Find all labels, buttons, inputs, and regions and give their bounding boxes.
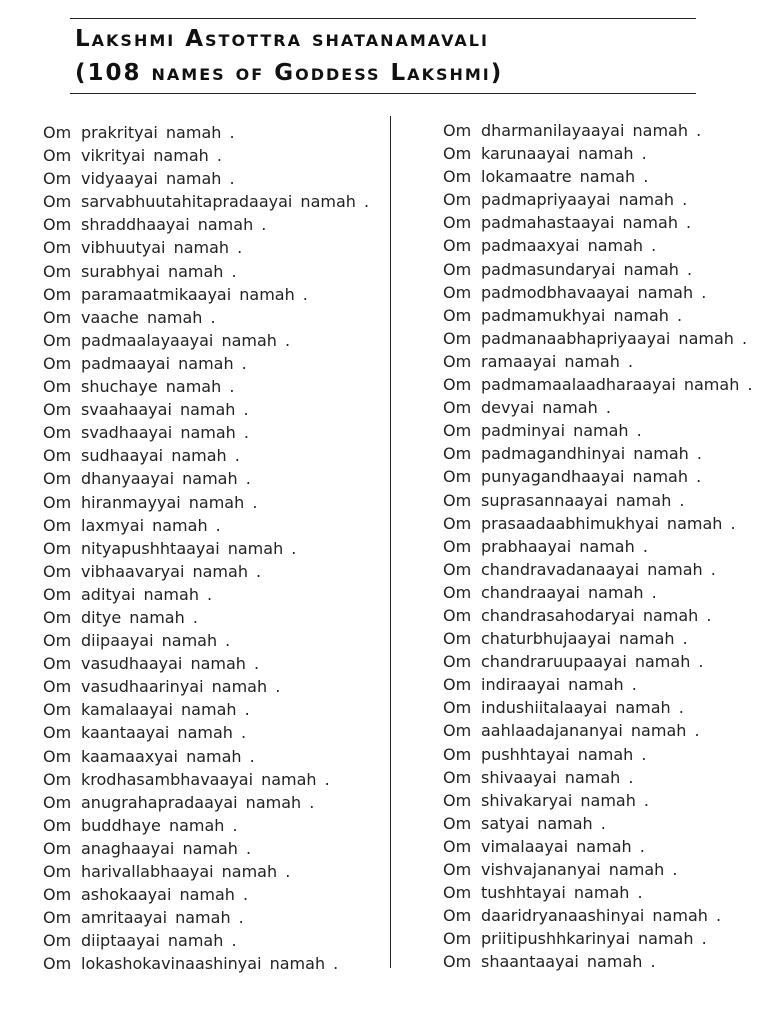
name-entry: [43, 814, 369, 837]
name-entry: [43, 537, 369, 560]
name-text: vishvajananyai namah .: [481, 860, 678, 879]
name-entry: [43, 375, 369, 398]
name-entry: [443, 489, 753, 512]
name-text: hiranmayyai namah .: [81, 492, 258, 512]
name-text: kamalaayai namah .: [81, 700, 250, 720]
om-prefix: Om: [443, 767, 472, 787]
name-entry: [443, 558, 753, 581]
name-entry: [43, 906, 369, 929]
om-prefix: Om: [443, 190, 472, 210]
name-text: ashokaayai namah .: [81, 885, 249, 905]
name-entry: [43, 768, 369, 791]
name-entry: [43, 583, 369, 606]
name-entry: [43, 721, 369, 744]
name-text: amritaayai namah .: [81, 908, 244, 928]
om-prefix: Om: [443, 167, 472, 187]
name-entry: [43, 444, 369, 467]
om-prefix: Om: [43, 215, 72, 235]
om-prefix: Om: [443, 536, 472, 556]
name-entry: [443, 812, 753, 835]
om-prefix: Om: [443, 467, 472, 487]
om-prefix: Om: [443, 328, 472, 348]
name-entry: [43, 652, 369, 675]
om-prefix: Om: [443, 629, 472, 649]
name-text: priitipushhkarinyai namah .: [481, 929, 707, 949]
name-text: vasudhaarinyai namah .: [81, 677, 281, 697]
name-entry: [43, 190, 369, 213]
name-text: vaache namah .: [81, 307, 216, 327]
om-prefix: Om: [43, 123, 72, 142]
left-name-list: [43, 121, 369, 975]
name-text: satyai namah .: [481, 813, 606, 833]
title-top-rule: [70, 18, 696, 19]
name-text: indiraayai namah .: [481, 675, 637, 695]
om-prefix: Om: [43, 538, 72, 558]
name-text: vibhuutyai namah .: [81, 238, 243, 258]
name-entry: [43, 421, 369, 444]
name-text: adityai namah .: [81, 584, 213, 604]
title-line-1: Lakshmi Astottra shatanamavali: [75, 26, 489, 52]
om-prefix: Om: [43, 815, 72, 835]
name-entry: [443, 604, 753, 627]
name-text: vasudhaayai namah .: [81, 654, 260, 674]
name-text: nityapushhtaayai namah .: [81, 538, 297, 558]
om-prefix: Om: [443, 305, 472, 325]
name-entry: [43, 698, 369, 721]
title-line-2: (108 names of Goddess Lakshmi): [75, 60, 504, 86]
name-entry: [443, 258, 753, 281]
name-entry: [43, 791, 369, 814]
name-entry: [443, 904, 753, 927]
om-prefix: Om: [443, 421, 472, 441]
om-prefix: Om: [43, 769, 72, 789]
name-entry: [443, 373, 753, 396]
name-text: padmodbhavaayai namah .: [481, 282, 707, 302]
name-text: padmahastaayai namah .: [481, 213, 692, 233]
name-text: aahlaadajananyai namah .: [481, 721, 700, 741]
name-entry: [43, 144, 369, 167]
om-prefix: Om: [443, 952, 472, 972]
om-prefix: Om: [43, 169, 72, 189]
om-prefix: Om: [43, 146, 72, 166]
name-entry: [443, 350, 753, 373]
name-text: kaantaayai namah .: [81, 723, 247, 743]
name-entry: [443, 673, 753, 696]
name-entry: [43, 491, 369, 514]
name-entry: [443, 789, 753, 812]
name-entry: [43, 306, 369, 329]
name-text: suprasannaayai namah .: [481, 490, 685, 510]
name-entry: [43, 883, 369, 906]
name-entry: [443, 304, 753, 327]
name-entry: [443, 465, 753, 488]
name-entry: [43, 236, 369, 259]
om-prefix: Om: [443, 790, 472, 810]
name-entry: [443, 442, 753, 465]
om-prefix: Om: [43, 954, 72, 974]
name-text: ditye namah .: [81, 607, 198, 627]
name-text: shuchaye namah .: [81, 377, 235, 397]
name-entry: [43, 745, 369, 768]
name-text: padminyai namah .: [481, 421, 642, 441]
om-prefix: Om: [443, 883, 472, 903]
om-prefix: Om: [43, 723, 72, 743]
name-text: shraddhaayai namah .: [81, 215, 267, 235]
name-text: svaahaayai namah .: [81, 400, 249, 420]
om-prefix: Om: [443, 351, 472, 371]
om-prefix: Om: [443, 144, 472, 164]
name-text: sudhaayai namah .: [81, 446, 240, 466]
name-text: shivakaryai namah .: [481, 790, 650, 810]
name-text: padmamukhyai namah .: [481, 305, 683, 325]
name-text: chaturbhujaayai namah .: [481, 629, 688, 649]
om-prefix: Om: [43, 607, 72, 627]
om-prefix: Om: [43, 330, 72, 350]
om-prefix: Om: [43, 377, 72, 397]
name-entry: [443, 327, 753, 350]
name-text: ramaayai namah .: [481, 351, 634, 371]
om-prefix: Om: [43, 284, 72, 304]
name-entry: [43, 121, 369, 144]
name-text: padmapriyaayai namah .: [481, 190, 688, 210]
name-text: harivallabhaayai namah .: [81, 862, 291, 881]
name-entry: [443, 719, 753, 742]
name-entry: [443, 766, 753, 789]
column-divider: [390, 116, 391, 968]
name-text: devyai namah .: [481, 398, 611, 418]
name-text: diipaayai namah .: [81, 631, 231, 651]
name-text: pushhtayai namah .: [481, 744, 647, 764]
right-name-list: [443, 119, 753, 973]
name-entry: [443, 743, 753, 766]
om-prefix: Om: [443, 559, 472, 579]
name-text: padmaaxyai namah .: [481, 236, 657, 256]
name-text: prabhaayai namah .: [481, 536, 648, 556]
name-entry: [443, 211, 753, 234]
name-text: vidyaayai namah .: [81, 169, 235, 189]
name-entry: [443, 858, 753, 881]
name-text: anaghaayai namah .: [81, 838, 252, 858]
name-entry: [43, 629, 369, 652]
om-prefix: Om: [443, 259, 472, 279]
om-prefix: Om: [443, 375, 472, 395]
om-prefix: Om: [443, 213, 472, 233]
om-prefix: Om: [43, 400, 72, 420]
name-entry: [443, 234, 753, 257]
name-text: diiptaayai namah .: [81, 931, 237, 951]
name-text: tushhtayai namah .: [481, 883, 643, 903]
title-bottom-rule: [70, 93, 696, 94]
name-text: surabhyai namah .: [81, 261, 237, 281]
name-entry: [43, 514, 369, 537]
om-prefix: Om: [443, 513, 472, 533]
om-prefix: Om: [443, 605, 472, 625]
name-text: padmasundaryai namah .: [481, 259, 693, 279]
om-prefix: Om: [443, 652, 472, 672]
om-prefix: Om: [43, 862, 72, 881]
om-prefix: Om: [443, 836, 472, 856]
om-prefix: Om: [43, 423, 72, 443]
name-text: laxmyai namah .: [81, 515, 221, 535]
name-text: lokashokavinaashinyai namah .: [81, 954, 339, 974]
name-text: chandravadanaayai namah .: [481, 559, 716, 579]
om-prefix: Om: [43, 631, 72, 651]
om-prefix: Om: [43, 515, 72, 535]
om-prefix: Om: [443, 721, 472, 741]
name-text: lokamaatre namah .: [481, 167, 649, 187]
name-entry: [43, 167, 369, 190]
name-entry: [443, 535, 753, 558]
page-title: [75, 22, 715, 90]
om-prefix: Om: [43, 353, 72, 373]
om-prefix: Om: [43, 561, 72, 581]
om-prefix: Om: [443, 490, 472, 510]
name-entry: [443, 881, 753, 904]
name-text: chandrasahodaryai namah .: [481, 605, 712, 625]
name-text: padmanaabhapriyaayai namah .: [481, 328, 748, 348]
name-text: paramaatmikaayai namah .: [81, 284, 308, 304]
name-entry: [43, 560, 369, 583]
name-text: prakrityai namah .: [81, 123, 235, 142]
name-entry: [443, 188, 753, 211]
om-prefix: Om: [443, 398, 472, 418]
name-text: indushiitalaayai namah .: [481, 698, 684, 718]
name-entry: [43, 837, 369, 860]
name-entry: [43, 952, 369, 975]
om-prefix: Om: [43, 700, 72, 720]
name-text: sarvabhuutahitapradaayai namah .: [81, 192, 370, 212]
name-text: chandraayai namah .: [481, 582, 657, 602]
name-entry: [443, 119, 753, 142]
name-entry: [43, 606, 369, 629]
name-text: buddhaye namah .: [81, 815, 238, 835]
name-text: padmagandhinyai namah .: [481, 444, 702, 464]
om-prefix: Om: [43, 261, 72, 281]
name-entry: [443, 696, 753, 719]
om-prefix: Om: [43, 654, 72, 674]
om-prefix: Om: [443, 698, 472, 718]
name-entry: [443, 396, 753, 419]
om-prefix: Om: [43, 885, 72, 905]
name-text: karunaayai namah .: [481, 144, 647, 164]
om-prefix: Om: [443, 813, 472, 833]
name-entry: [43, 329, 369, 352]
name-text: krodhasambhavaayai namah .: [81, 769, 330, 789]
name-entry: [443, 927, 753, 950]
om-prefix: Om: [43, 908, 72, 928]
name-text: svadhaayai namah .: [81, 423, 249, 443]
name-text: padmaayai namah .: [81, 353, 247, 373]
name-text: padmaalayaayai namah .: [81, 330, 291, 350]
name-entry: [443, 512, 753, 535]
name-text: vibhaavaryai namah .: [81, 561, 262, 581]
name-text: prasaadaabhimukhyai namah .: [481, 513, 736, 533]
om-prefix: Om: [43, 792, 72, 812]
om-prefix: Om: [443, 121, 472, 140]
name-text: vimalaayai namah .: [481, 836, 645, 856]
name-text: anugrahapradaayai namah .: [81, 792, 315, 812]
name-text: kaamaaxyai namah .: [81, 746, 255, 766]
name-text: punyagandhaayai namah .: [481, 467, 702, 487]
om-prefix: Om: [43, 584, 72, 604]
name-entry: [443, 142, 753, 165]
om-prefix: Om: [443, 906, 472, 926]
om-prefix: Om: [43, 838, 72, 858]
name-entry: [43, 213, 369, 236]
name-text: padmamaalaadharaayai namah .: [481, 375, 753, 395]
om-prefix: Om: [43, 492, 72, 512]
om-prefix: Om: [43, 469, 72, 489]
om-prefix: Om: [43, 677, 72, 697]
om-prefix: Om: [43, 446, 72, 466]
name-entry: [43, 398, 369, 421]
name-text: dhanyaayai namah .: [81, 469, 251, 489]
name-text: daaridryanaashinyai namah .: [481, 906, 722, 926]
om-prefix: Om: [443, 444, 472, 464]
name-text: vikrityai namah .: [81, 146, 222, 166]
om-prefix: Om: [443, 675, 472, 695]
name-entry: [443, 950, 753, 973]
om-prefix: Om: [443, 582, 472, 602]
name-entry: [443, 650, 753, 673]
om-prefix: Om: [43, 931, 72, 951]
om-prefix: Om: [43, 238, 72, 258]
om-prefix: Om: [43, 746, 72, 766]
name-entry: [43, 860, 369, 883]
om-prefix: Om: [43, 192, 72, 212]
name-entry: [43, 283, 369, 306]
name-entry: [443, 419, 753, 442]
name-entry: [443, 581, 753, 604]
name-entry: [43, 467, 369, 490]
name-entry: [43, 929, 369, 952]
name-entry: [43, 352, 369, 375]
om-prefix: Om: [443, 744, 472, 764]
name-entry: [43, 260, 369, 283]
name-entry: [443, 627, 753, 650]
name-entry: [43, 675, 369, 698]
om-prefix: Om: [443, 860, 472, 879]
name-text: dharmanilayaayai namah .: [481, 121, 702, 140]
om-prefix: Om: [443, 929, 472, 949]
name-text: shivaayai namah .: [481, 767, 634, 787]
name-text: shaantaayai namah .: [481, 952, 656, 972]
name-text: chandraruupaayai namah .: [481, 652, 704, 672]
name-entry: [443, 281, 753, 304]
om-prefix: Om: [443, 282, 472, 302]
om-prefix: Om: [443, 236, 472, 256]
name-entry: [443, 835, 753, 858]
name-entry: [443, 165, 753, 188]
om-prefix: Om: [43, 307, 72, 327]
